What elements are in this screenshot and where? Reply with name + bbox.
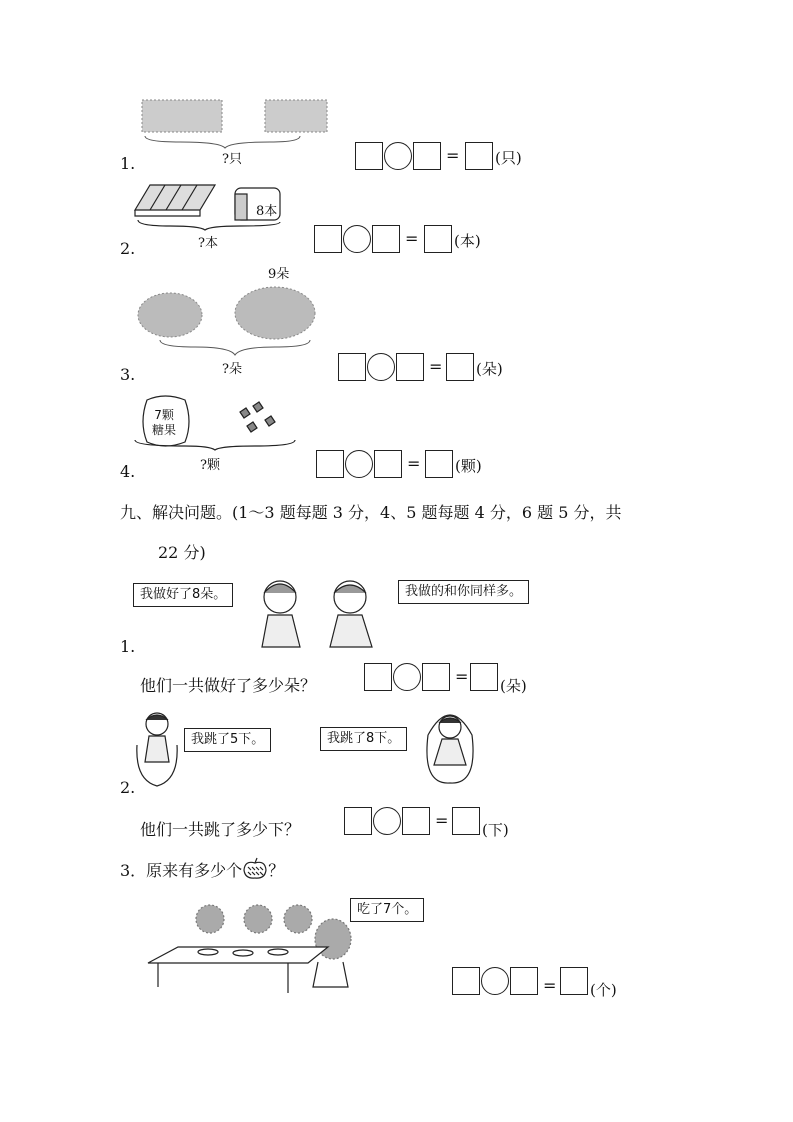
- answer-box-result[interactable]: [424, 225, 452, 253]
- answer-box-result[interactable]: [470, 663, 498, 691]
- question-number: 1.: [120, 637, 136, 656]
- answer-box-2[interactable]: [372, 225, 400, 253]
- unit-label: (只): [495, 149, 522, 167]
- operator-circle[interactable]: [384, 142, 412, 170]
- speech-bubble-right: 我做的和你同样多。: [398, 580, 529, 604]
- bag-count: 7颗: [154, 408, 174, 422]
- section-heading-cont: 22 分): [158, 543, 206, 562]
- item-number: 3.: [120, 365, 136, 384]
- operator-circle[interactable]: [481, 967, 509, 995]
- answer-box-1[interactable]: [344, 807, 372, 835]
- answer-box-2[interactable]: [413, 142, 441, 170]
- bag-name: 糖果: [152, 423, 177, 437]
- answer-box-result[interactable]: [425, 450, 453, 478]
- answer-box-result[interactable]: [465, 142, 493, 170]
- unit-label: (颗): [455, 457, 482, 475]
- unit-label: (下): [482, 821, 509, 839]
- question-number: 2.: [120, 778, 136, 797]
- item-number: 1.: [120, 154, 136, 173]
- answer-box-result[interactable]: [446, 353, 474, 381]
- equals-sign: =: [435, 811, 449, 830]
- books-count-label: 8本: [256, 204, 278, 219]
- item-number: 4.: [120, 462, 136, 481]
- question-text-before: 3．原来有多少个: [120, 861, 243, 880]
- operator-circle[interactable]: [343, 225, 371, 253]
- equals-sign: =: [407, 454, 421, 473]
- question-text-after: ？: [268, 861, 285, 880]
- answer-box-2[interactable]: [510, 967, 538, 995]
- operator-circle[interactable]: [393, 663, 421, 691]
- answer-box-result[interactable]: [560, 967, 588, 995]
- question-text: 他们一共做好了多少朵？: [140, 676, 317, 695]
- speech-bubble-right: 我跳了8下。: [320, 727, 407, 751]
- apple-icon: [242, 858, 268, 880]
- equals-sign: =: [429, 357, 443, 376]
- girl-jumping-illustration: [420, 705, 480, 785]
- unit-label: (朵): [476, 360, 503, 378]
- answer-box-1[interactable]: [452, 967, 480, 995]
- flowers-illustration: [135, 285, 325, 365]
- answer-box-2[interactable]: [396, 353, 424, 381]
- equals-sign: =: [543, 976, 557, 995]
- answer-box-2[interactable]: [374, 450, 402, 478]
- equals-sign: =: [405, 229, 419, 248]
- question-text: [120, 858, 284, 881]
- children-illustration: [250, 575, 390, 655]
- brace-label: ?颗: [200, 458, 220, 473]
- brace-label: ?朵: [222, 362, 242, 377]
- speech-bubble: 吃了7个。: [350, 898, 424, 922]
- answer-box-1[interactable]: [316, 450, 344, 478]
- answer-box-1[interactable]: [314, 225, 342, 253]
- operator-circle[interactable]: [367, 353, 395, 381]
- equals-sign: =: [455, 667, 469, 686]
- operator-circle[interactable]: [345, 450, 373, 478]
- speech-bubble-left: 我跳了5下。: [184, 728, 271, 752]
- operator-circle[interactable]: [373, 807, 401, 835]
- speech-bubble-left: 我做好了8朵。: [133, 583, 233, 607]
- answer-box-1[interactable]: [338, 353, 366, 381]
- answer-box-1[interactable]: [364, 663, 392, 691]
- boy-jumping-illustration: [135, 710, 185, 790]
- answer-box-2[interactable]: [402, 807, 430, 835]
- top-count-label: 9朵: [268, 267, 290, 282]
- brace-label: ?只: [222, 152, 242, 167]
- answer-box-2[interactable]: [422, 663, 450, 691]
- item-number: 2.: [120, 239, 136, 258]
- section-heading: 九、解决问题。(1～3 题每题 3 分，4、5 题每题 4 分，6 题 5 分，共: [120, 503, 622, 522]
- birds-illustration: [140, 98, 340, 158]
- answer-box-1[interactable]: [355, 142, 383, 170]
- candy-bag-label: [152, 408, 176, 438]
- unit-label: (朵): [500, 677, 527, 695]
- equals-sign: =: [446, 146, 460, 165]
- table-with-animals-illustration: [148, 897, 368, 1002]
- unit-label: (个): [590, 981, 617, 999]
- answer-box-result[interactable]: [452, 807, 480, 835]
- brace-label: ?本: [198, 236, 218, 251]
- question-text: 他们一共跳了多少下？: [140, 820, 301, 839]
- unit-label: (本): [454, 232, 481, 250]
